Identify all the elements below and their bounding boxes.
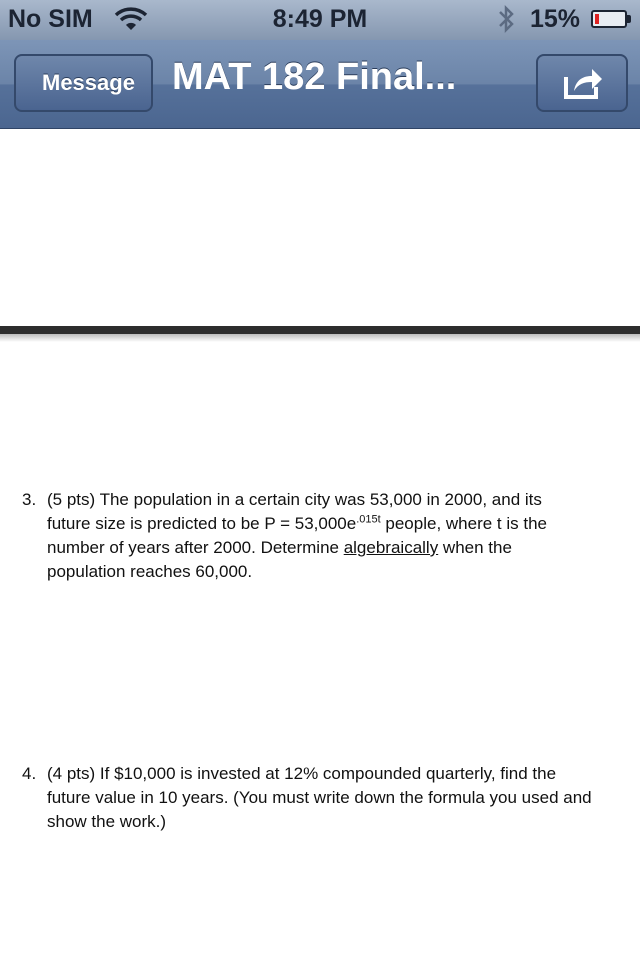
text-line: (4 pts) If $10,000 is invested at 12% compounded quarterly, find the [47,764,557,783]
question-number: 4. [22,764,37,783]
exponent: .015t [356,513,381,526]
battery-percent: 15% [530,5,581,33]
text-span: future size is predicted to be P = 53,000e [47,514,357,533]
text-span: number of years after 2000. Determine [47,538,344,557]
emphasis-underline: algebraically [343,538,439,557]
page-title: MAT 182 Final... [172,56,457,98]
text-line: (5 pts) The population in a certain city was 53,000 in 2000, and its [47,490,542,509]
question-4 [22,762,640,834]
clock: 8:49 PM [272,5,368,33]
question-number: 3. [22,490,37,509]
back-button-wrapper[interactable] [14,54,154,112]
share-button[interactable] [536,54,628,112]
navigation-bar [0,40,640,129]
question-3 [22,488,640,584]
back-button[interactable]: Message [14,54,153,112]
text-line [47,536,640,560]
question-body [47,762,640,834]
text-line: show the work.) [47,812,167,831]
status-bar [0,0,640,40]
page-divider-shadow [0,334,640,342]
text-span: when the [438,538,512,557]
battery-tip [627,15,631,23]
text-line: future value in 10 years. (You must write down the formula you used and [47,788,592,807]
text-line [47,512,640,536]
page-divider [0,326,640,334]
battery-icon [591,10,627,28]
bluetooth-icon [496,4,516,34]
carrier-label: No SIM [8,5,93,33]
share-icon [562,65,604,101]
text-span: people, where t is the [380,514,547,533]
question-body [47,488,640,584]
text-line: population reaches 60,000. [47,562,253,581]
